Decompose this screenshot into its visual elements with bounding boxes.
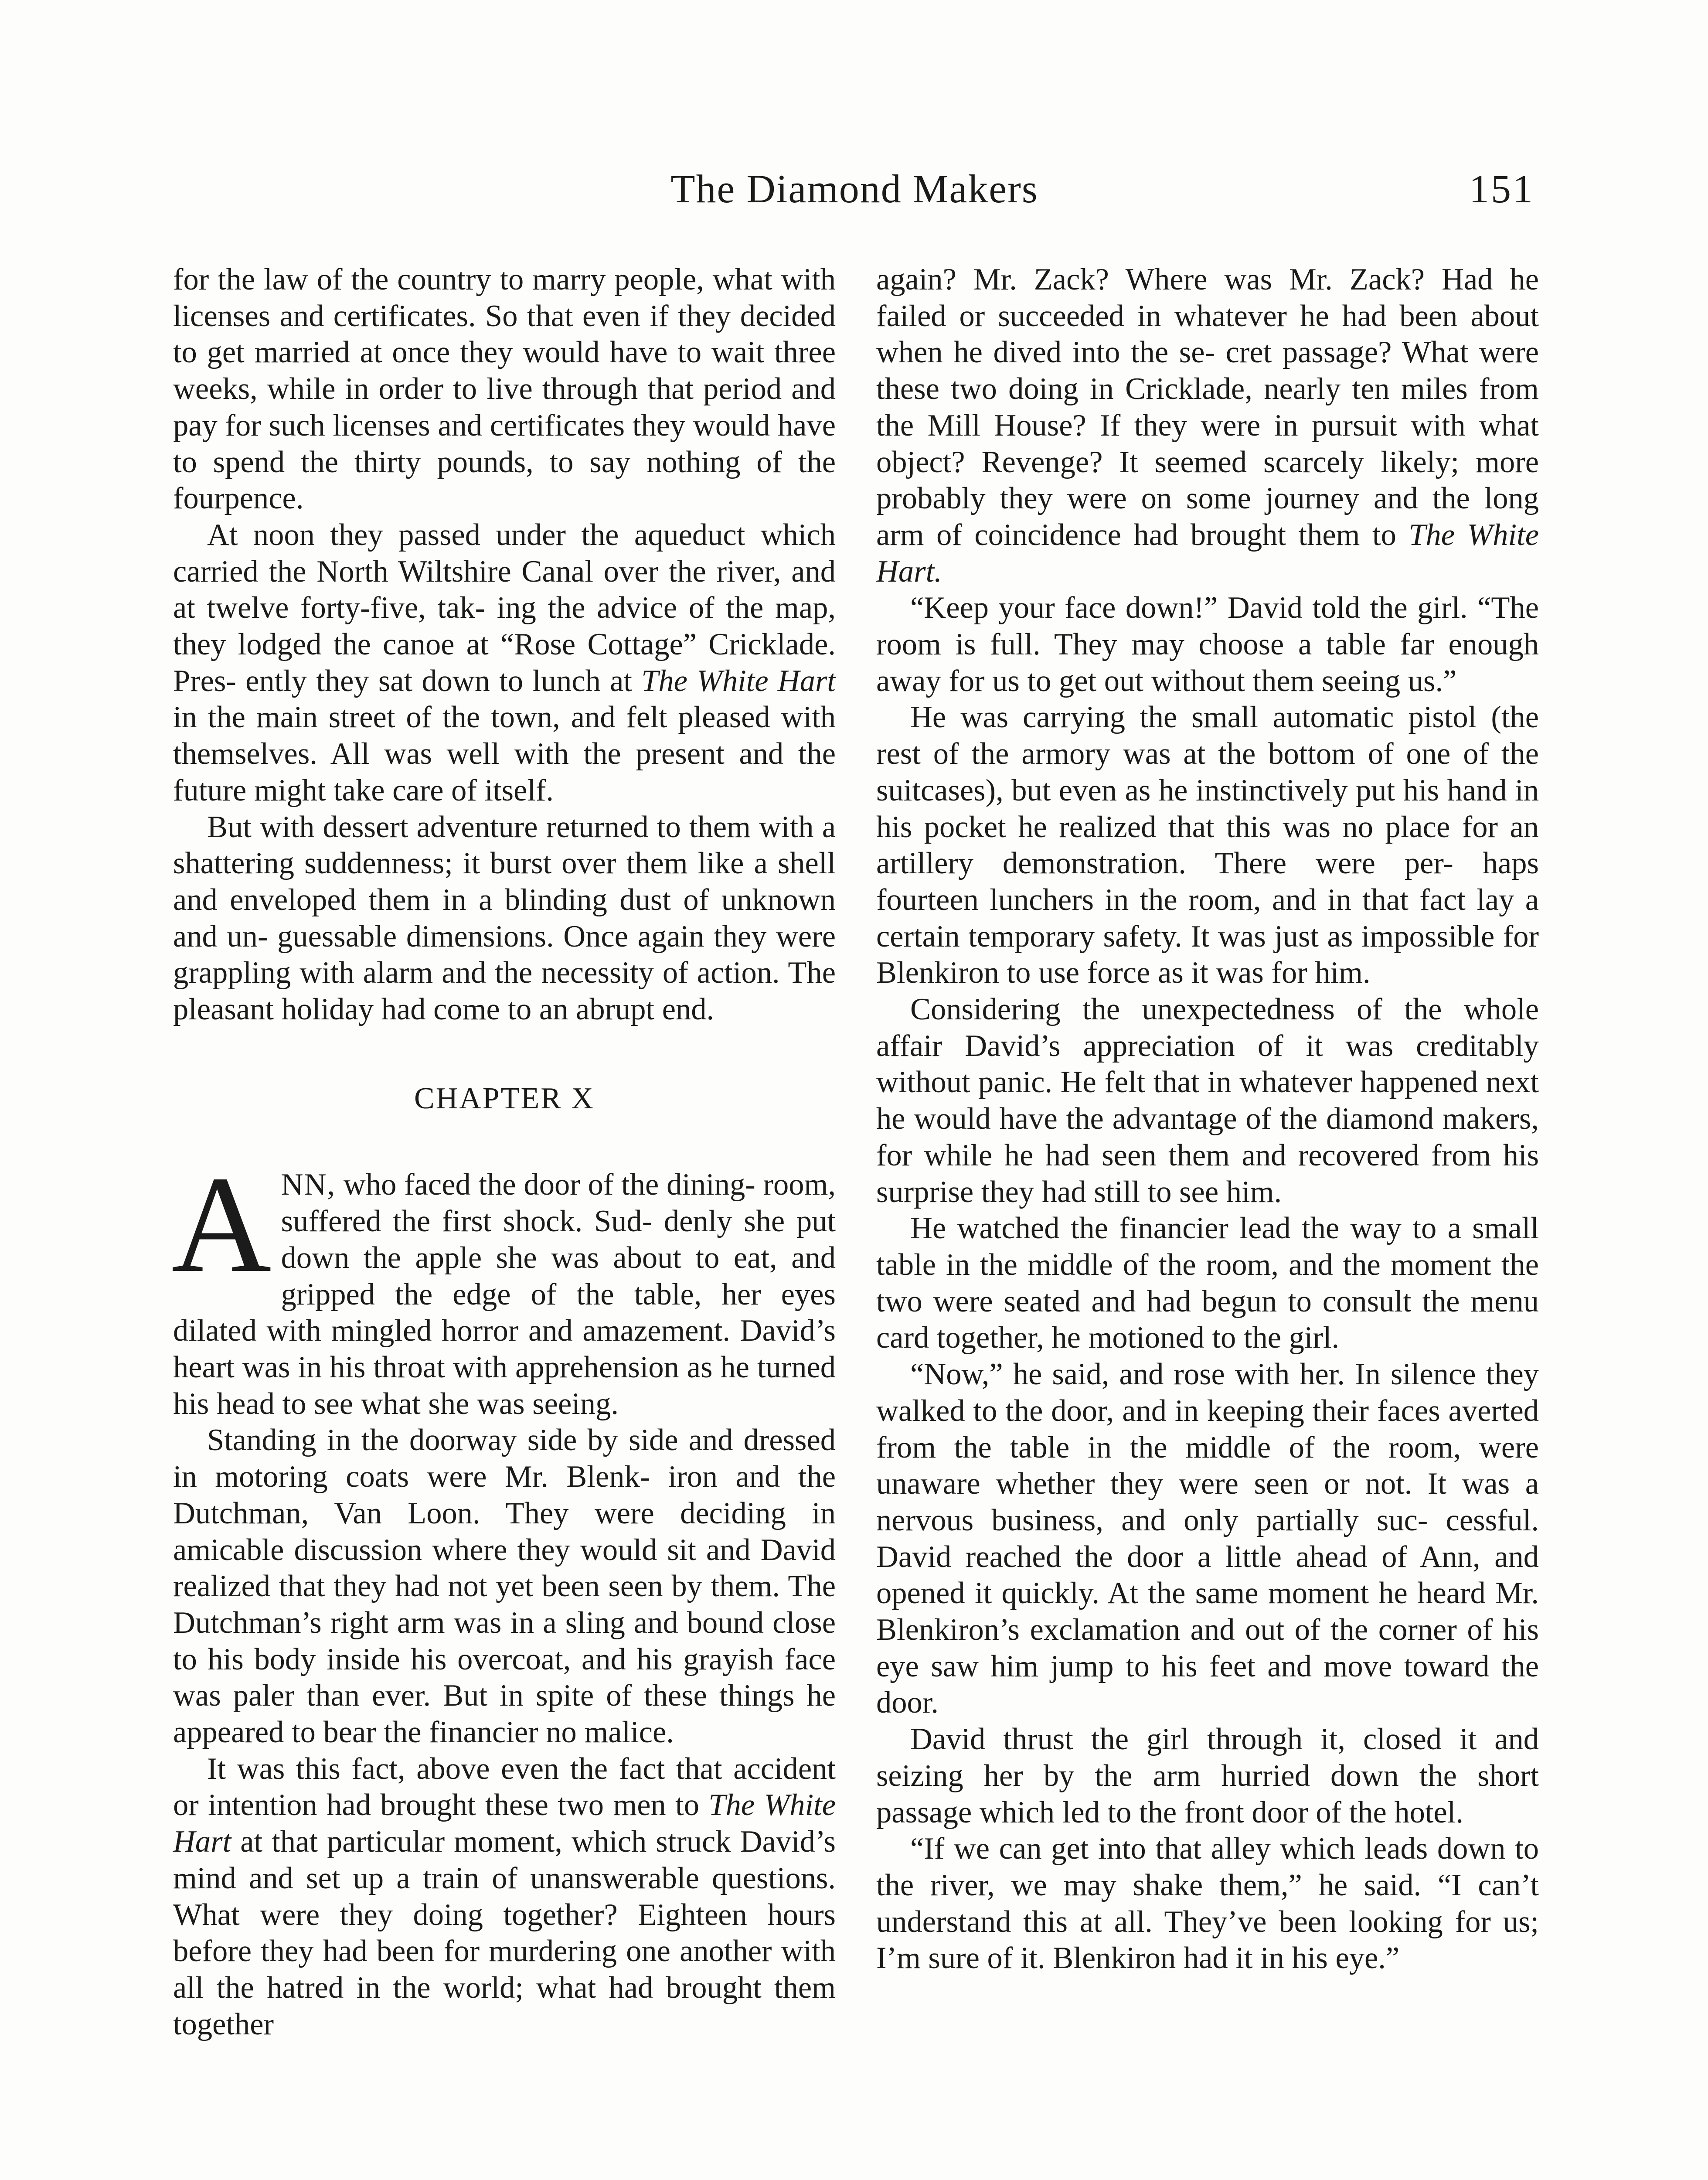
italic-title: The White Hart: [641, 664, 836, 698]
text-run: who faced the door of the dining- room, suffered the first shock. Sud- denly she put down the apple she was about to eat, and gripped the edge of the table, her eyes dilated with mingled horror and amazement. David’s heart was in his throat with apprehension as he turned his head to see what she was seeing.: [173, 1168, 836, 1421]
text-run: in the main street of the town, and felt pleased with themselves. All was well with the present and the future might take care of itself.: [173, 700, 836, 807]
paragraph: for the law of the country to marry people, what with licenses and certificates. So that even if they decided to get married at once they would have to wait three weeks, while in order to live through that period and pay for such licenses and certificates they would have to spend the thirty pounds, to say nothing of the fourpence.: [173, 262, 836, 516]
italic-title: The White Hart.: [876, 518, 1539, 589]
paragraph: “If we can get into that alley which leads down to the river, we may shake them,” he said. “I can’t understand this at all. They’ve been looking for us; I’m sure of it. Blenkiron had it in his eye.”: [876, 1832, 1539, 1976]
text-run: At noon they passed under the aqueduct which carried the North Wiltshire Canal over the river, and at twelve forty-five, tak- ing the advice of the map, they lodged the canoe at “Rose Cottage” Cricklade. Pres- ently they sat down to lunch at: [173, 518, 836, 698]
running-title: The Diamond Makers: [670, 167, 1038, 211]
paragraph: [173, 1751, 836, 2043]
left-column: [173, 262, 836, 2043]
opening-paragraph: [171, 1148, 836, 1422]
paragraph: Standing in the doorway side by side and dressed in motoring coats were Mr. Blenk- iron and the Dutchman, Van Loon. They were deciding in amicable discussion where they would sit and David realized that they had not yet been seen by them. The Dutchman’s right arm was in a sling and bound close to his body inside his overcoat, and his grayish face was paler than ever. But in spite of these things he appeared to bear the financier no malice.: [173, 1423, 836, 1750]
running-head: [174, 166, 1534, 214]
italic-title: The White Hart: [173, 1788, 836, 1859]
text-run: It was this fact, above even the fact that accident or intention had brought these two men to: [173, 1751, 836, 1822]
chapter-heading: CHAPTER X: [414, 1081, 595, 1115]
paragraph: “Keep your face down!” David told the girl. “The room is full. They may choose a table far enough away for us to get out without them seeing us.”: [876, 591, 1539, 698]
paragraph: Considering the unexpectedness of the whole affair David’s appreciation of it was creditably without panic. He felt that in whatever happened next he would have the advantage of the diamond makers, for while he had seen them and recovered from his surprise they had still to see him.: [876, 992, 1539, 1209]
paragraph: [876, 262, 1539, 590]
paragraph: He watched the financier lead the way to a small table in the middle of the room, and the moment the two were seated and had begun to consult the menu card together, he motioned to the girl.: [876, 1211, 1539, 1355]
text-run: again? Mr. Zack? Where was Mr. Zack? Had he failed or succeeded in whatever he had been about when he dived into the se- cret passage? What were these two doing in Cricklade, nearly ten miles from the Mill House? If they were in pursuit with what object? Revenge? It seemed scarcely likely; more probably they were on some journey and the long arm of coincidence had brought them to: [876, 262, 1539, 552]
paragraph: “Now,” he said, and rose with her. In silence they walked to the door, and in keeping their faces averted from the table in the middle of the room, were unaware whether they were seen or not. It was a nervous business, and only partially suc- cessful. David reached the door a little ahead of Ann, and opened it quickly. At the same moment he heard Mr. Blenkiron’s exclamation and out of the corner of his eye saw him jump to his feet and move toward the door.: [876, 1357, 1539, 1720]
page-number: 151: [1469, 167, 1534, 211]
paragraph: He was carrying the small automatic pistol (the rest of the armory was at the bottom of one of the suitcases), but even as he instinctively put his hand in his pocket he realized that this was no place for an artillery demonstration. There were per- haps fourteen lunchers in the room, and in that fact lay a certain temporary safety. It was just as impossible for Blenkiron to use force as it was for him.: [876, 700, 1539, 990]
first-word: NN,: [281, 1168, 336, 1202]
right-column: [876, 262, 1539, 1977]
paragraph: But with dessert adventure returned to them with a shattering suddenness; it burst over them like a shell and enveloped them in a blinding dust of unknown and un- guessable dimensions. Once again they were grappling with alarm and the necessity of action. The pleasant holiday had come to an abrupt end.: [173, 810, 836, 1027]
paragraph: [173, 517, 836, 809]
drop-cap: A: [171, 1148, 272, 1301]
text-run: at that particular moment, which struck David’s mind and set up a train of unanswerable questions. What were they doing together? Eighteen hours before they had been for murdering one another with all the hatred in the world; what had brought them together: [173, 1825, 836, 2041]
paragraph: David thrust the girl through it, closed it and seizing her by the arm hurried down the short passage which led to the front door of the hotel.: [876, 1722, 1539, 1829]
